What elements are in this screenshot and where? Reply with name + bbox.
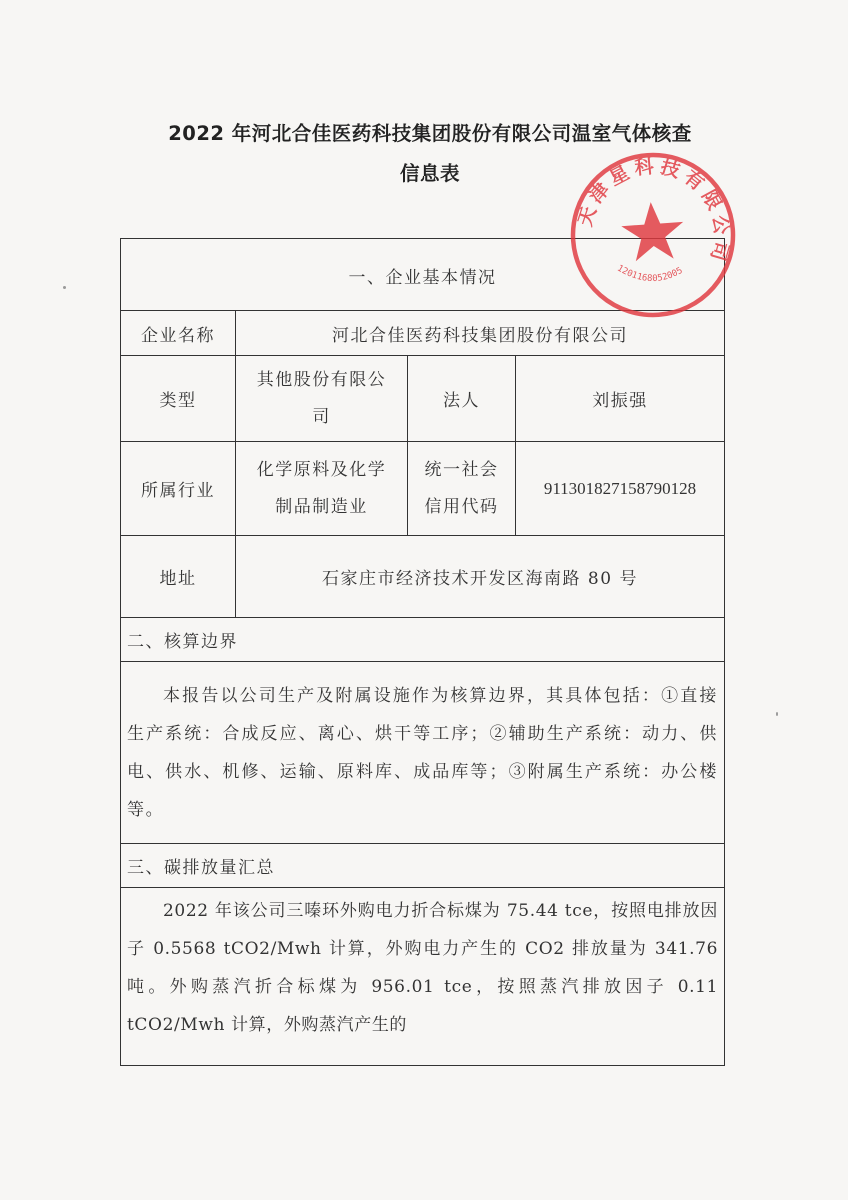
type-row [121,356,725,442]
seal-star-icon [620,200,686,262]
section3-body-row [121,888,725,1066]
section3-heading: 三、碳排放量汇总 [121,844,725,888]
credit-code-label [408,442,516,536]
scan-speck [63,286,66,289]
industry-value-line1: 化学原料及化学 [256,459,387,480]
section1-heading: 一、企业基本情况 [121,239,725,311]
address-value: 石家庄市经济技术开发区海南路 80 号 [236,536,725,618]
legal-rep-label: 法人 [408,356,516,442]
credit-code-value: 911301827158790128 [516,442,725,536]
address-row [121,536,725,618]
industry-value [236,442,408,536]
industry-row [121,442,725,536]
section3-paragraph: 2022 年该公司三嗪环外购电力折合标煤为 75.44 tce，按照电排放因子 0.5568 tCO2/Mwh 计算，外购电力产生的 CO2 排放量为 341.76 吨。外购蒸汽折合标煤为 956.01 tce，按照蒸汽排放因子 0.11 tCO2/Mwh 计算，外购蒸汽产生的 [121,888,725,1066]
company-name-value: 河北合佳医药科技集团股份有限公司 [236,311,725,356]
section2-body-row [121,662,725,844]
document-title-line1: 2022 年河北合佳医药科技集团股份有限公司温室气体核查 [168,122,692,145]
credit-code-label-line1: 统一社会 [424,459,499,480]
address-label: 地址 [121,536,236,618]
type-value-line1: 其他股份有限公 [256,369,387,390]
scan-speck [776,712,778,716]
credit-code-label-line2: 信用代码 [424,496,499,517]
type-label: 类型 [121,356,236,442]
industry-label: 所属行业 [121,442,236,536]
company-name-label: 企业名称 [121,311,236,356]
seal-text: 天津星科技有限公司 [574,155,733,268]
industry-value-line2: 制品制造业 [275,496,368,517]
type-value [236,356,408,442]
type-value-line2: 司 [312,406,331,427]
section2-heading-row [121,618,725,662]
section2-paragraph: 本报告以公司生产及附属设施作为核算边界，其具体包括：①直接生产系统：合成反应、离心、烘干等工序；②辅助生产系统：动力、供电、供水、机修、运输、原料库、成品库等；③附属生产系统：办公楼等。 [121,662,725,844]
section3-heading-row [121,844,725,888]
company-seal [562,144,743,325]
seal-number: 1201168052005 [615,263,685,285]
section2-heading: 二、核算边界 [121,618,725,662]
legal-rep-value: 刘振强 [516,356,725,442]
info-table [120,238,725,1066]
document-title-line2: 信息表 [399,162,460,185]
